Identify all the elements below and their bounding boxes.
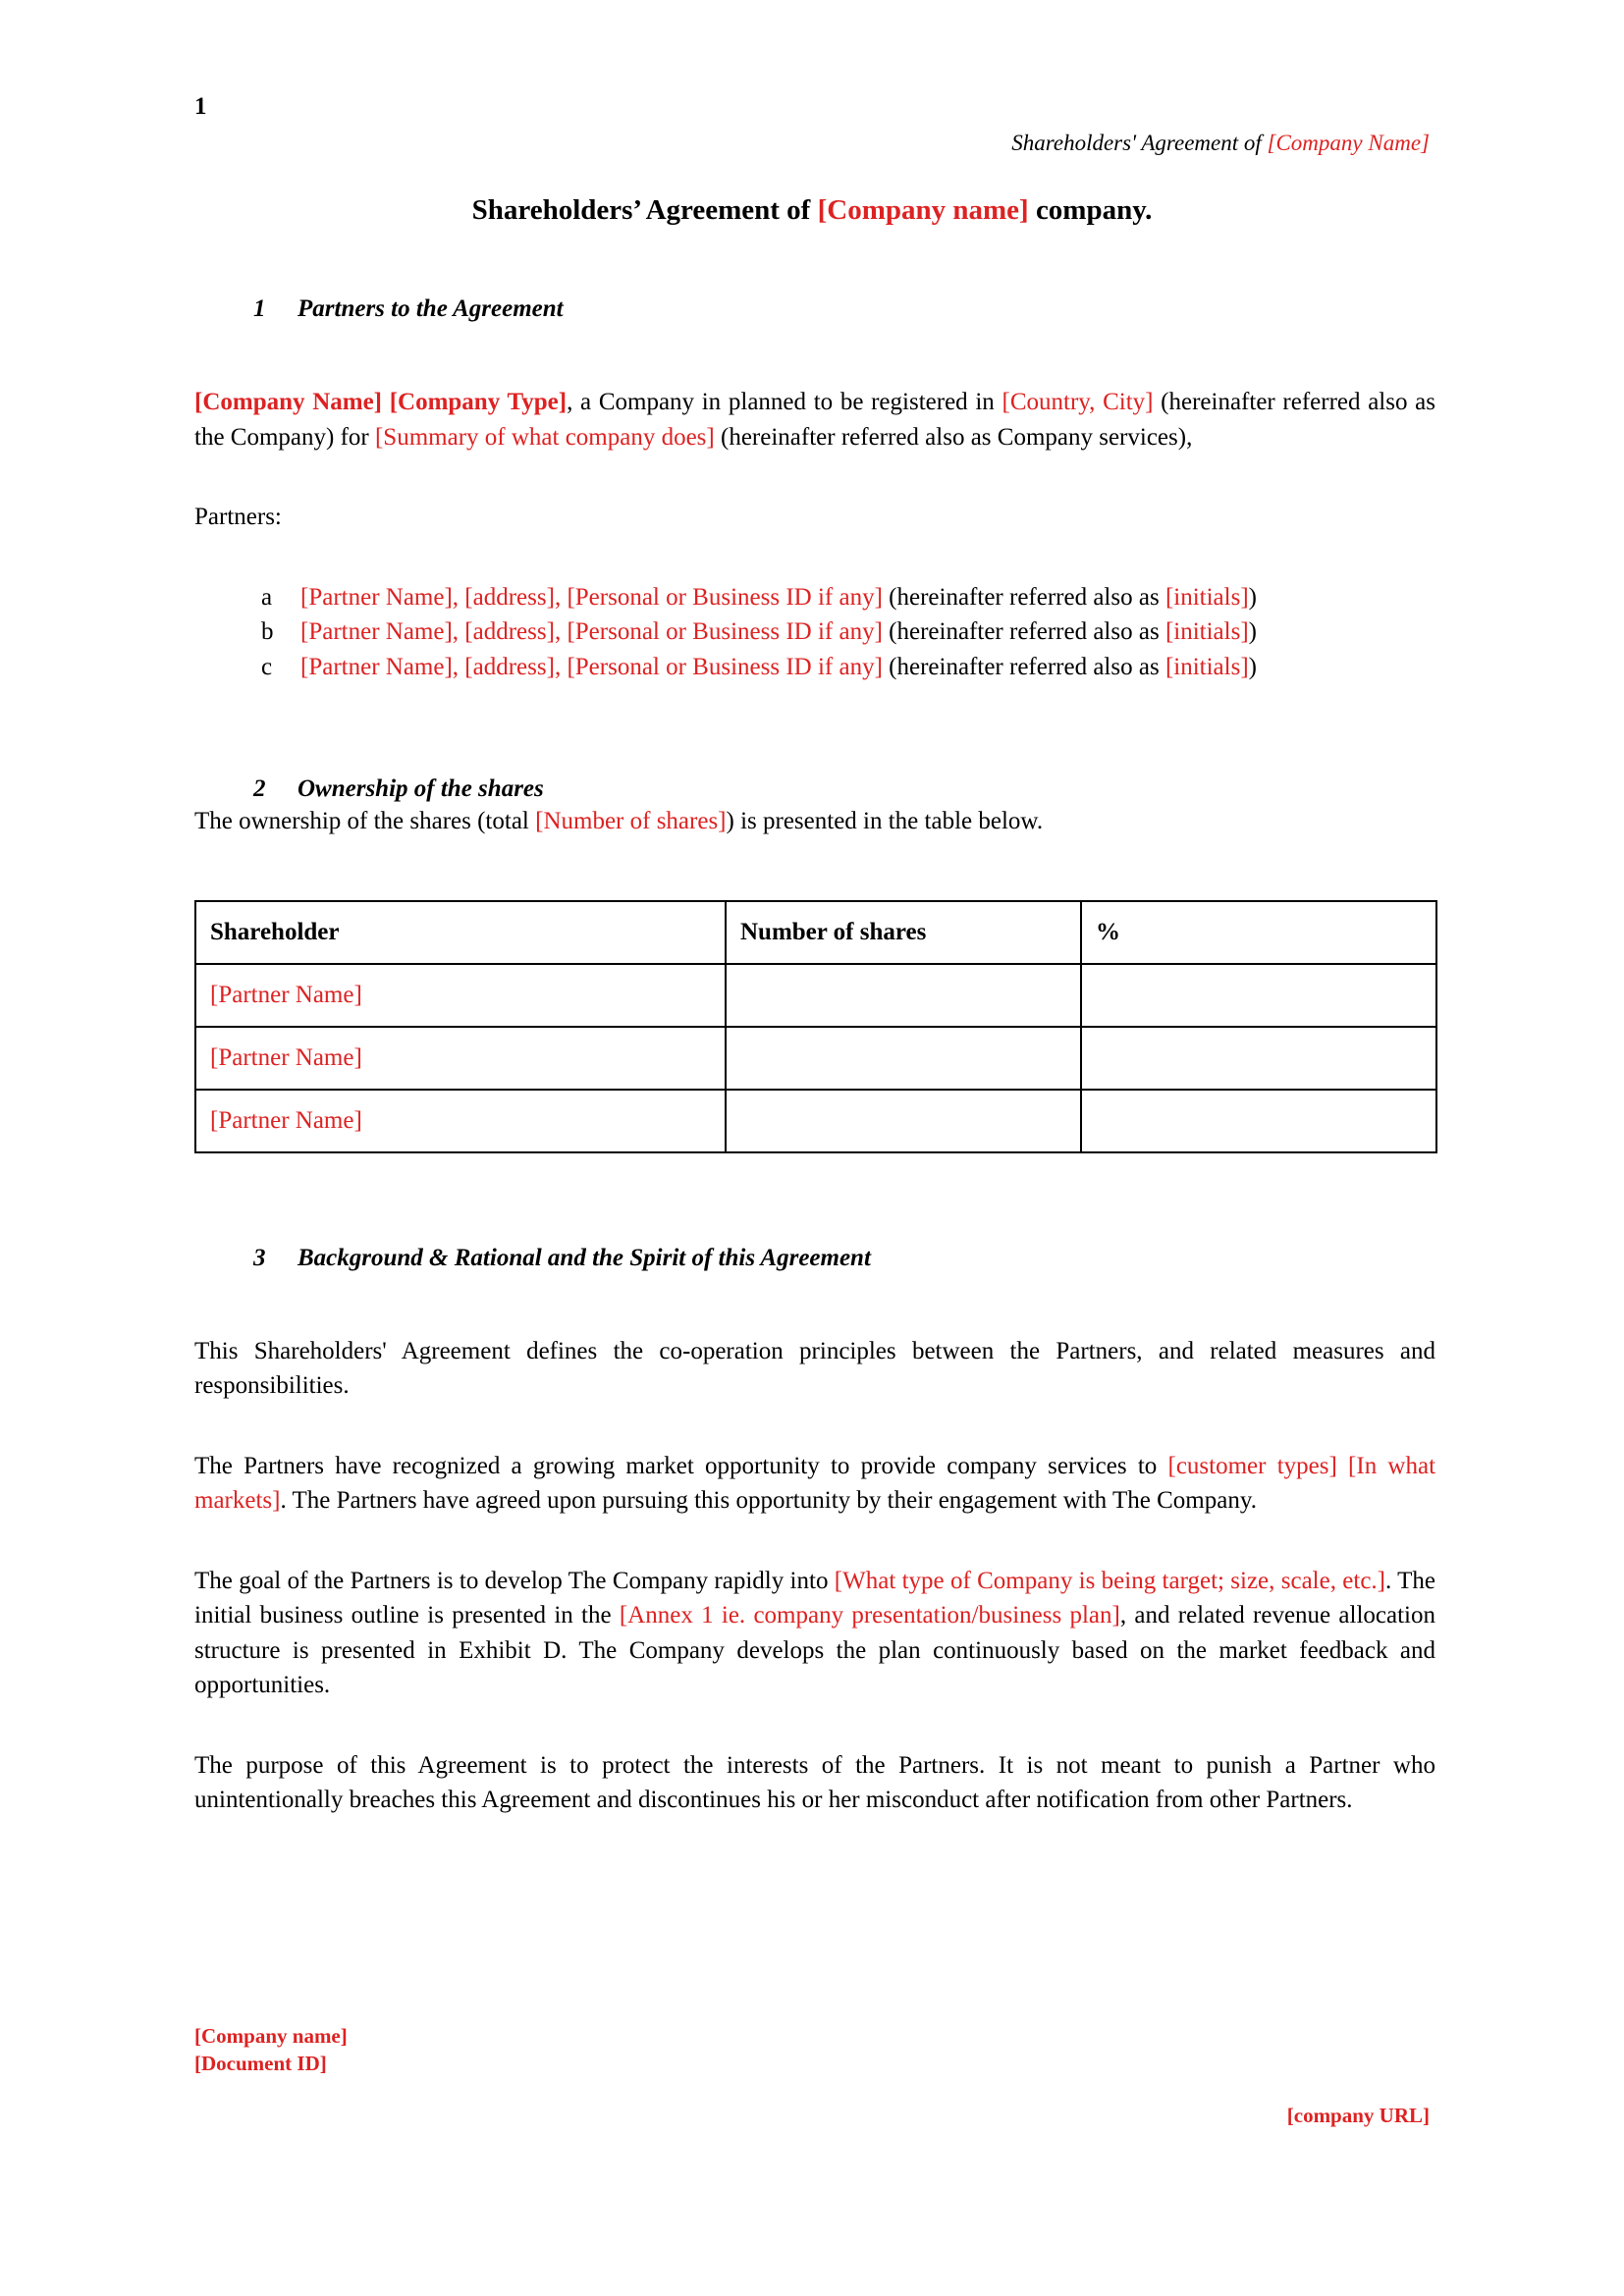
section3-paragraph-4: The purpose of this Agreement is to protect the interests of the Partners. It is not meant to punish a Partner who unintentionally breaches this Agreement and discontinues his or her misconduct after notification from other Partners. (194, 1751, 1435, 1813)
partner-initials-placeholder: [initials] (1164, 618, 1249, 645)
page-footer (0, 2022, 1624, 2150)
table-row (195, 1090, 1436, 1152)
section-heading-2 (253, 774, 1435, 804)
partner-sep-2: , (554, 618, 568, 645)
section-title-3: Background & Rational and the Spirit of this Agreement (298, 1244, 871, 1271)
running-header-static: Shareholders' Agreement of (1011, 131, 1268, 155)
footer-left-block (194, 2022, 348, 2078)
section-number-2: 2 (253, 775, 266, 802)
list-marker: c (261, 653, 273, 680)
section2-intro-after: ) is presented in the table below. (726, 808, 1044, 834)
section-heading-3 (253, 1244, 1435, 1273)
section1-intro-text-1: , a Company in planned to be registered in (567, 389, 1002, 415)
table-header-row (195, 901, 1436, 964)
document-title-prefix: Shareholders’ Agreement of (471, 194, 818, 226)
partner-sep-1: , (452, 618, 465, 645)
partner-sep-1: , (452, 583, 465, 611)
partner-hereinafter-text: (hereinafter referred also as (882, 618, 1165, 645)
section2-intro-paragraph (194, 804, 1435, 839)
cell-shareholder[interactable]: [Partner Name] (195, 1090, 726, 1152)
partner-hereinafter-text: (hereinafter referred also as (882, 583, 1165, 611)
list-marker: a (261, 583, 273, 611)
partner-initials-placeholder: [initials] (1164, 583, 1249, 611)
partner-name-placeholder: [Partner Name] (300, 618, 453, 645)
list-item (234, 614, 1435, 650)
section-heading-1 (253, 294, 1435, 324)
section3-para2-text-2: . The Partners have agreed upon pursuing this opportunity by their engagement with The Company. (280, 1487, 1257, 1514)
partner-sep-1: , (452, 653, 465, 680)
partner-close-paren: ) (1248, 653, 1257, 680)
column-header-shareholder: Shareholder (195, 901, 726, 964)
partner-id-placeholder: [Personal or Business ID if any] (567, 653, 883, 680)
section3-para3-text-3: , and related revenue allocation structure is presented in Exhibit D. The Company develops the plan continuously based on the market feedback and opportunities. (194, 1602, 1435, 1698)
column-header-number-of-shares: Number of shares (726, 901, 1081, 964)
section1-intro-paragraph (194, 385, 1435, 454)
section3-para3-text-2: . The initial business outline is presented in the (194, 1567, 1435, 1629)
section2-intro-before: The ownership of the shares (total (194, 808, 536, 834)
partner-sep-2: , (554, 583, 568, 611)
partner-address-placeholder: [address] (464, 618, 555, 645)
section-number-1: 1 (253, 295, 266, 322)
cell-shareholder[interactable]: [Partner Name] (195, 964, 726, 1027)
section1-intro-text-3: (hereinafter referred also as Company services), (714, 423, 1193, 451)
table-row (195, 964, 1436, 1027)
section3-paragraph-1: This Shareholders' Agreement defines the co-operation principles between the Partners, and related measures and responsibilities. (194, 1337, 1435, 1399)
partner-hereinafter-text: (hereinafter referred also as (882, 653, 1165, 680)
partner-address-placeholder: [address] (464, 583, 555, 611)
cell-percent[interactable] (1081, 964, 1436, 1027)
list-marker: b (261, 618, 274, 645)
cell-number-of-shares[interactable] (726, 1027, 1081, 1090)
list-item (234, 650, 1435, 685)
cell-number-of-shares[interactable] (726, 1090, 1081, 1152)
document-content (194, 294, 1435, 1818)
partner-id-placeholder: [Personal or Business ID if any] (567, 583, 883, 611)
partners-list (194, 580, 1435, 685)
running-header-company-placeholder: [Company Name] (1267, 131, 1430, 155)
annex-reference-placeholder: [Annex 1 ie. company presentation/business plan] (619, 1602, 1120, 1629)
partners-label: Partners: (194, 504, 282, 530)
company-type-placeholder: [Company Type] (389, 389, 568, 415)
company-name-placeholder: [Company Name] (194, 389, 383, 415)
section3-paragraph-3 (194, 1564, 1435, 1703)
company-summary-placeholder: [Summary of what company does] (374, 423, 715, 451)
partner-id-placeholder: [Personal or Business ID if any] (567, 618, 883, 645)
section-number-3: 3 (253, 1244, 266, 1271)
running-header (1011, 131, 1430, 156)
table-row (195, 1027, 1436, 1090)
section3-para2-space (1337, 1453, 1348, 1479)
cell-percent[interactable] (1081, 1027, 1436, 1090)
partner-close-paren: ) (1248, 618, 1257, 645)
number-of-shares-placeholder: [Number of shares] (535, 808, 727, 834)
section-title-1: Partners to the Agreement (298, 295, 564, 322)
partner-address-placeholder: [address] (464, 653, 555, 680)
partner-name-placeholder: [Partner Name] (300, 583, 453, 611)
section3-para2-text-1: The Partners have recognized a growing market opportunity to provide company services to (194, 1452, 1168, 1479)
partner-sep-2: , (554, 653, 568, 680)
partner-close-paren: ) (1248, 583, 1257, 611)
document-title (0, 194, 1624, 227)
markets-placeholder: [In what markets] (194, 1452, 1436, 1514)
partner-initials-placeholder: [initials] (1164, 653, 1249, 680)
country-city-placeholder: [Country, City] (1001, 389, 1154, 415)
document-title-company-placeholder: [Company name] (817, 194, 1029, 226)
column-header-percent: % (1081, 901, 1436, 964)
footer-company-name: [Company name] (194, 2024, 348, 2048)
section3-paragraph-2 (194, 1449, 1435, 1519)
partner-name-placeholder: [Partner Name] (300, 653, 453, 680)
cell-percent[interactable] (1081, 1090, 1436, 1152)
section-title-2: Ownership of the shares (298, 775, 544, 802)
customer-types-placeholder: [customer types] (1167, 1452, 1337, 1479)
section1-intro-text-2: (hereinafter referred also as the Company) for (194, 389, 1435, 451)
company-target-placeholder: [What type of Company is being target; size, scale, etc.] (834, 1567, 1385, 1594)
footer-document-id: [Document ID] (194, 2052, 327, 2076)
cell-number-of-shares[interactable] (726, 964, 1081, 1027)
document-title-suffix: company. (1028, 194, 1153, 226)
section3-para3-text-1: The goal of the Partners is to develop The Company rapidly into (194, 1567, 835, 1594)
cell-shareholder[interactable]: [Partner Name] (195, 1027, 726, 1090)
list-item (234, 580, 1435, 615)
page-number: 1 (194, 93, 207, 120)
footer-company-url: [company URL] (1286, 2104, 1430, 2127)
shares-ownership-table (194, 900, 1437, 1153)
